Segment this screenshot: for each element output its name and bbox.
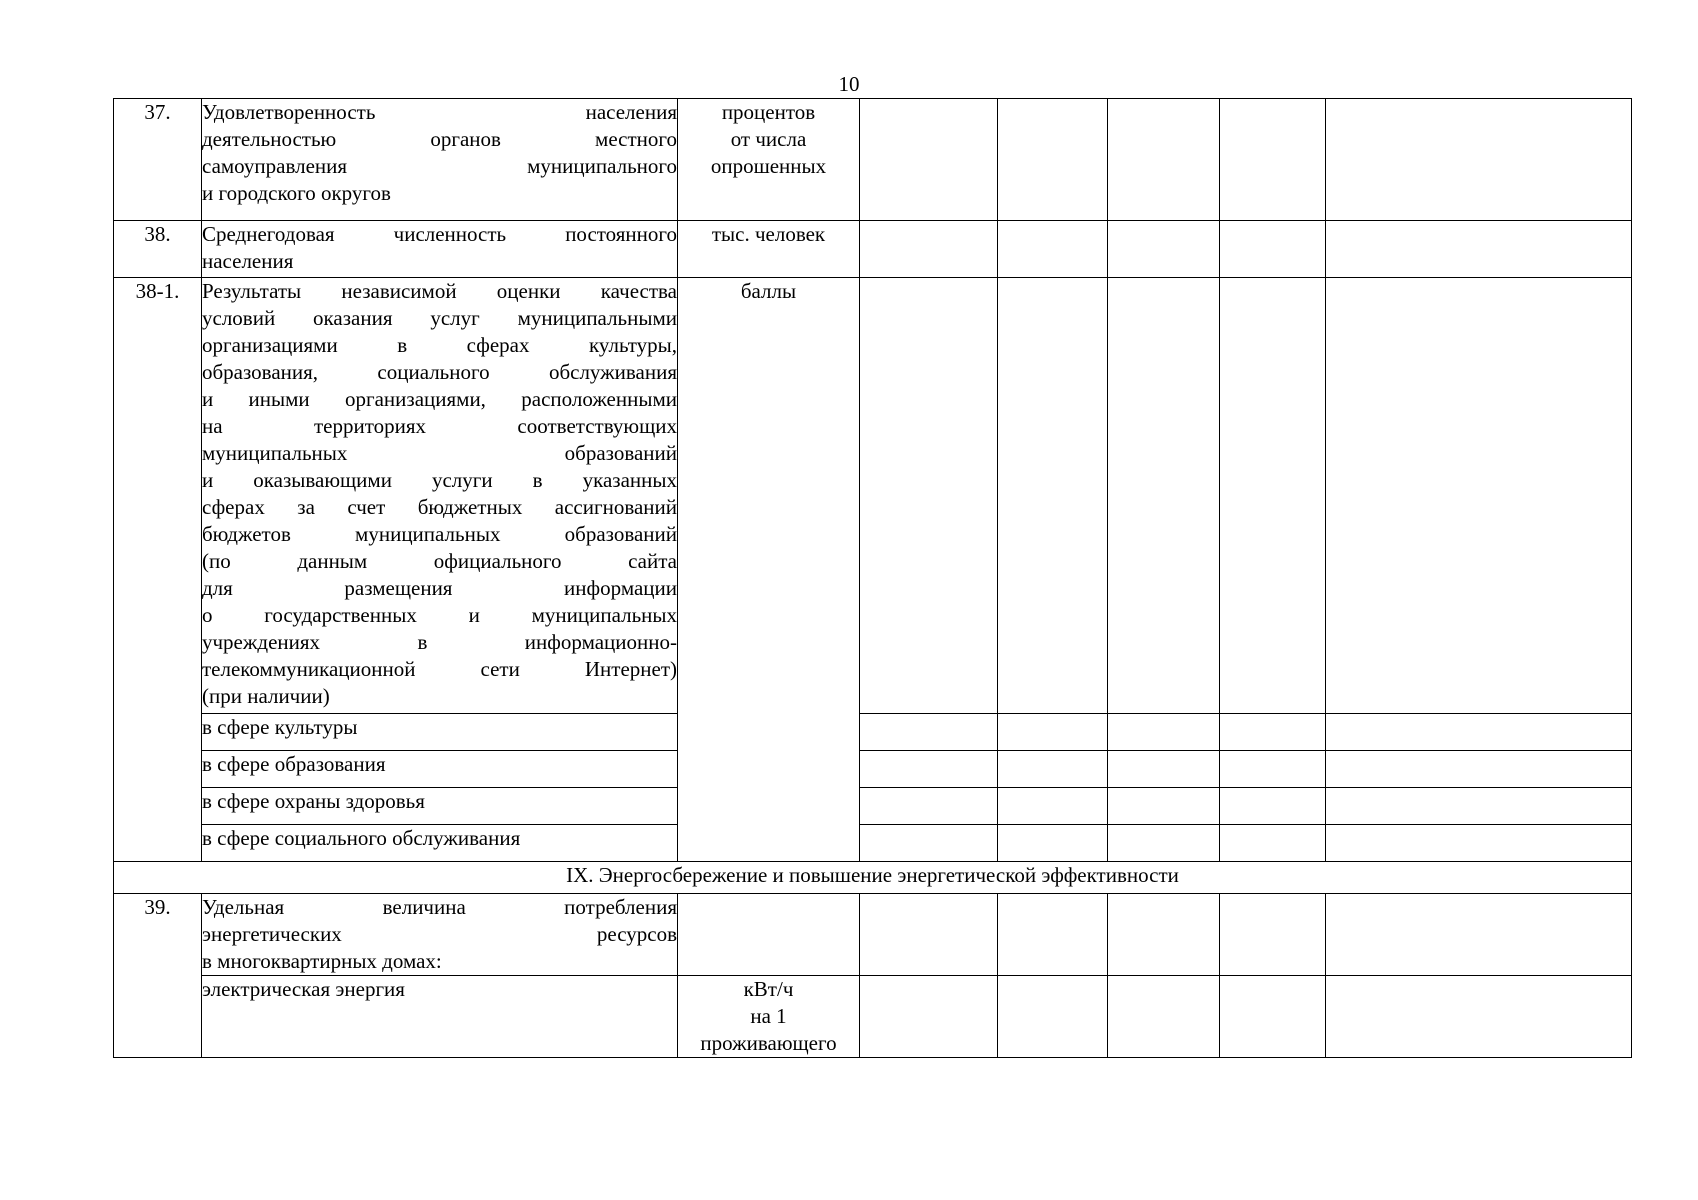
note-cell — [1326, 714, 1632, 751]
note-cell — [1326, 976, 1632, 1058]
value-cell — [1108, 221, 1220, 278]
note-cell — [1326, 788, 1632, 825]
value-cell — [1108, 751, 1220, 788]
note-cell — [1326, 751, 1632, 788]
note-cell — [1326, 99, 1632, 221]
value-cell — [1220, 976, 1326, 1058]
value-cell — [1108, 278, 1220, 714]
indicator-name: Удовлетворенность населения деятельностью органов местного самоуправления муниципального и городского округов — [202, 99, 678, 221]
value-cell — [1220, 825, 1326, 862]
table-row-sub — [114, 714, 1632, 751]
value-cell — [998, 221, 1108, 278]
value-cell — [1220, 278, 1326, 714]
unit-cell: баллы — [678, 278, 860, 862]
value-cell — [1220, 894, 1326, 976]
value-cell — [1108, 99, 1220, 221]
indicator-name: Результаты независимой оценки качества условий оказания услуг муниципальными организациями в сферах культуры, образования, социального обслуживания и иными организациями, расположенными на территориях соответствующих муниципальных образований и оказывающими услуги в указанных сферах за счет бюджетных ассигнований бюджетов муниципальных образований (по данным официального сайта для размещения информации о государственных и муниципальных учреждениях в информационно- телекоммуникационной сети Интернет) (при наличии) — [202, 278, 678, 714]
value-cell — [998, 825, 1108, 862]
note-cell — [1326, 278, 1632, 714]
sub-indicator-name: в сфере социального обслуживания — [202, 825, 678, 862]
value-cell — [998, 714, 1108, 751]
table-row-39 — [114, 894, 1632, 976]
row-number: 37. — [114, 99, 202, 221]
table-row-sub — [114, 751, 1632, 788]
table-row-sub — [114, 825, 1632, 862]
note-cell — [1326, 825, 1632, 862]
value-cell — [1108, 714, 1220, 751]
table-row-sub — [114, 788, 1632, 825]
sub-indicator-name: электрическая энергия — [202, 976, 678, 1058]
indicator-name: Среднегодовая численность постоянного населения — [202, 221, 678, 278]
value-cell — [1220, 714, 1326, 751]
value-cell — [1108, 825, 1220, 862]
indicator-name: Удельная величина потребления энергетических ресурсов в многоквартирных домах: — [202, 894, 678, 976]
value-cell — [998, 751, 1108, 788]
unit-cell: процентов от числа опрошенных — [678, 99, 860, 221]
note-cell — [1326, 221, 1632, 278]
value-cell — [998, 976, 1108, 1058]
value-cell — [860, 825, 998, 862]
unit-cell — [678, 894, 860, 976]
value-cell — [860, 278, 998, 714]
value-cell — [998, 278, 1108, 714]
row-number: 38-1. — [114, 278, 202, 862]
value-cell — [1108, 894, 1220, 976]
note-cell — [1326, 894, 1632, 976]
value-cell — [998, 894, 1108, 976]
section-row — [114, 862, 1632, 894]
value-cell — [1108, 976, 1220, 1058]
row-number: 39. — [114, 894, 202, 1058]
value-cell — [860, 221, 998, 278]
value-cell — [1220, 788, 1326, 825]
table-row-37 — [114, 99, 1632, 221]
table-row-39-electricity — [114, 976, 1632, 1058]
table-row-38-1 — [114, 278, 1632, 714]
unit-cell: кВт/ч на 1 проживающего — [678, 976, 860, 1058]
value-cell — [860, 894, 998, 976]
value-cell — [1220, 99, 1326, 221]
value-cell — [998, 788, 1108, 825]
unit-cell: тыс. человек — [678, 221, 860, 278]
value-cell — [1220, 221, 1326, 278]
table-row-38 — [114, 221, 1632, 278]
sub-indicator-name: в сфере образования — [202, 751, 678, 788]
value-cell — [998, 99, 1108, 221]
row-number: 38. — [114, 221, 202, 278]
value-cell — [860, 751, 998, 788]
value-cell — [1108, 788, 1220, 825]
sub-indicator-name: в сфере культуры — [202, 714, 678, 751]
value-cell — [860, 788, 998, 825]
value-cell — [1220, 751, 1326, 788]
value-cell — [860, 714, 998, 751]
indicators-table — [113, 98, 1632, 1058]
page-number: 10 — [838, 72, 860, 96]
section-title: IX. Энергосбережение и повышение энергетической эффективности — [114, 862, 1632, 894]
value-cell — [860, 976, 998, 1058]
sub-indicator-name: в сфере охраны здоровья — [202, 788, 678, 825]
value-cell — [860, 99, 998, 221]
